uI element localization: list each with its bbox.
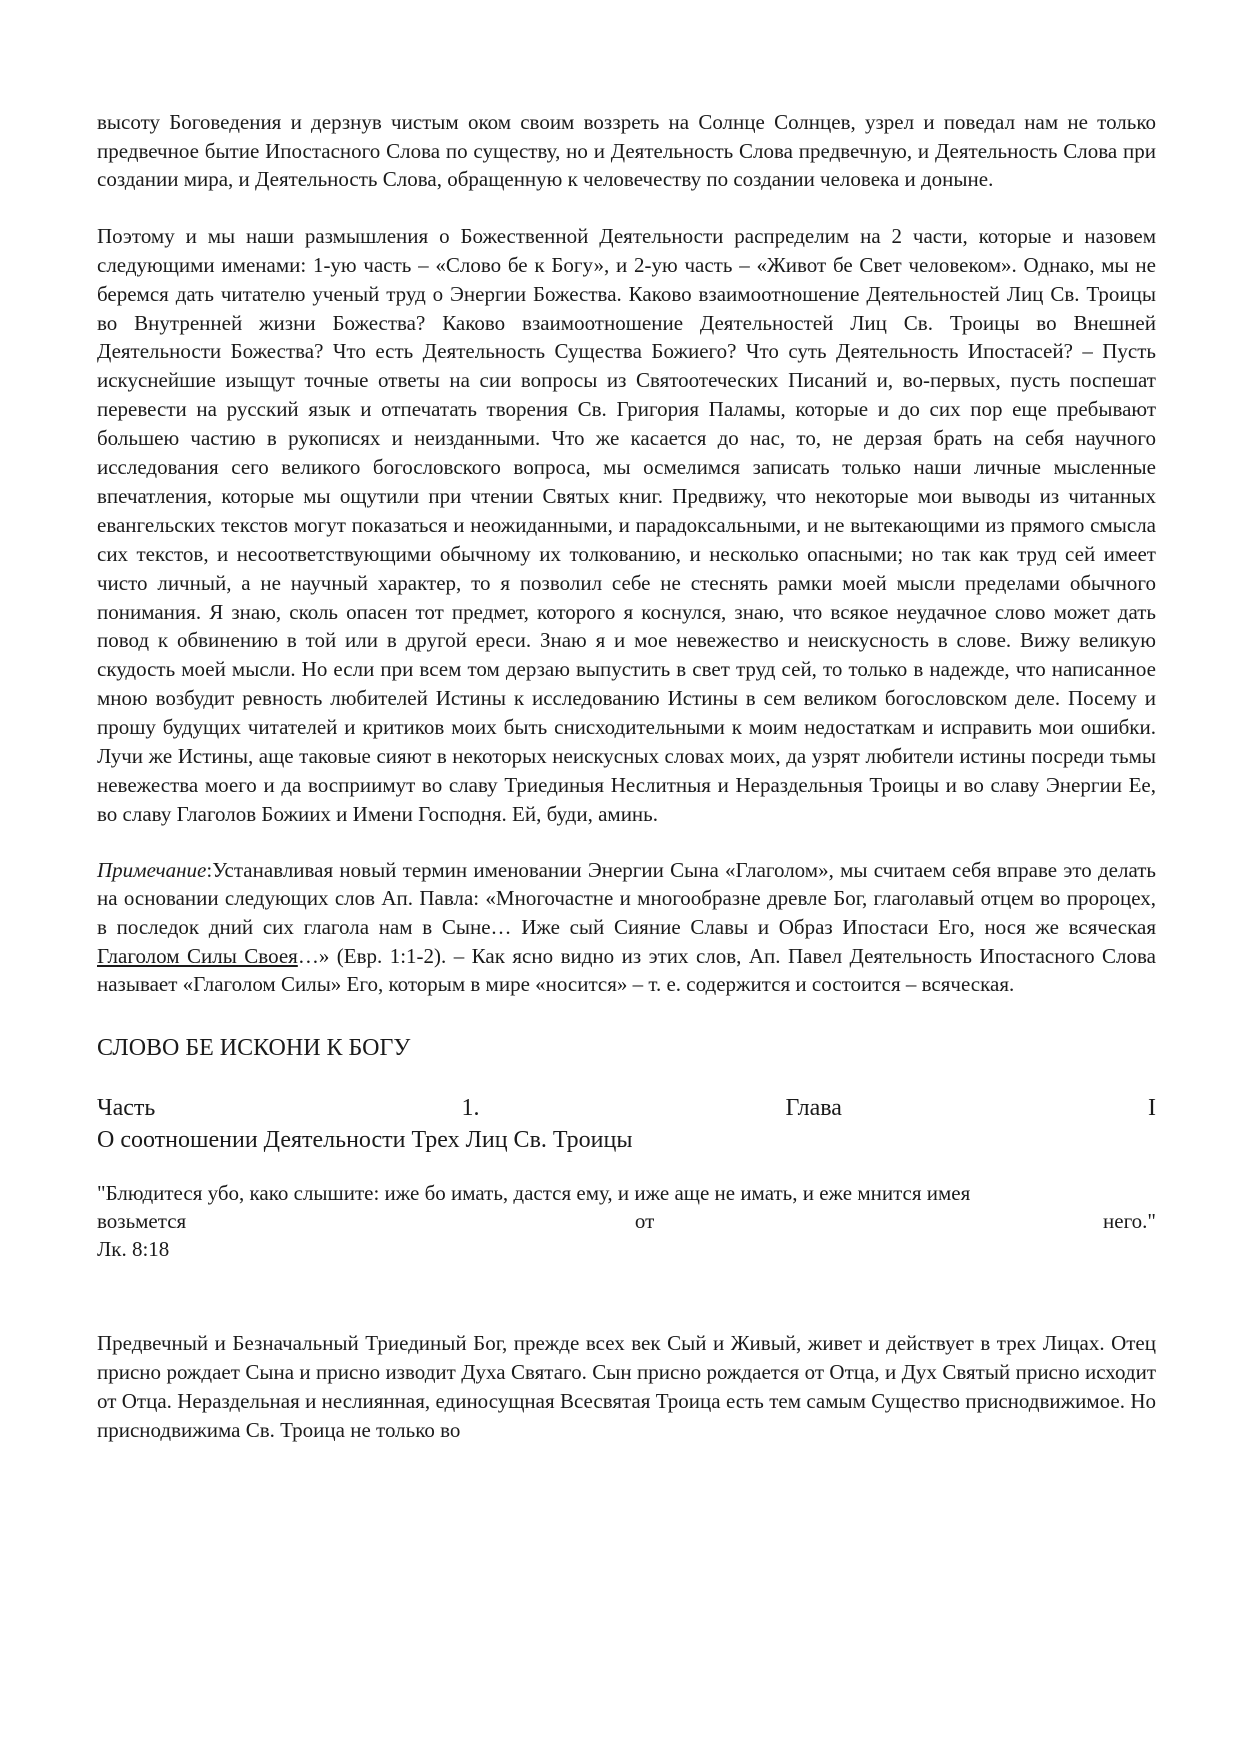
section-title: СЛОВО БЕ ИСКОНИ К БОГУ xyxy=(97,1034,411,1061)
note-underlined-quote: Глаголом Силы Своея xyxy=(97,943,298,968)
chapter-number: I xyxy=(1148,1094,1156,1121)
part-number: 1. xyxy=(461,1094,480,1121)
note-label: Примечание xyxy=(97,857,207,882)
part-chapter-row xyxy=(97,1093,1156,1123)
epigraph-justified-line xyxy=(97,1207,1156,1235)
paragraph-author-preface: Поэтому и мы наши размышления о Божественной Деятельности распределим на 2 части, которые и назовем следующими именами: 1-ую часть – «Слово бе к Богу», и 2-ую часть – «Живот бе Свет человеком». Однако, мы не беремся дать читателю ученый труд о Энергии Божества. Каково взаимоотношение Деятельностей Лиц Св. Троицы во Внутренней жизни Божества? Каково взаимоотношение Деятельностей Лиц Св. Троицы во Внешней Деятельности Божества? Что есть Деятельность Существа Божиего? Что суть Деятельность Ипостасей? – Пусть искуснейшие изыщут точные ответы на сии вопросы из Святоотеческих Писаний и, во-первых, пусть поспешат перевести на русский язык и отпечатать творения Св. Григория Паламы, которые и до сих пор еще пребывают большею частию в рукописях и неизданными. Что же касается до нас, то, не дерзая брать на себя научного исследования сего великого богословского вопроса, мы осмелимся записать только наши личные мысленные впечатления, которые мы ощутили при чтении Святых книг. Предвижу, что некоторые мои выводы из читанных евангельских текстов могут показаться и неожиданными, и парадоксальными, и не вытекающими из прямого смысла сих текстов, и несоответствующими обычному их толкованию, и несколько опасными; но так как труд сей имеет чисто личный, а не научный характер, то я позволил себе не стеснять рамки моей мысли пределами обычного понимания. Я знаю, сколь опасен тот предмет, которого я коснулся, знаю, что всякое неудачное слово может дать повод к обвинению в той или в другой ереси. Знаю я и мое невежество и неискусность в слове. Вижу великую скудость моей мысли. Но если при всем том дерзаю выпустить в свет труд сей, то только в надежде, что написанное мною возбудит ревность любителей Истины к исследованию Истины в сем великом богословском деле. Посему и прошу будущих читателей и критиков моих быть снисходительными к моим недостаткам и исправить мои ошибки. Лучи же Истины, аще таковые сияют в некоторых неискусных словах моих, да узрят любители истины посреди тьмы невежества моего и да восприимут во славу Триединыя Неслитныя и Нераздельныя Троицы и во славу Энергии Ее, во славу Глаголов Божиих и Имени Господня. Ей, буди, аминь. xyxy=(97,223,1156,826)
part-label: Часть xyxy=(97,1094,156,1121)
chapter-title: О соотношении Деятельности Трех Лиц Св. Троицы xyxy=(97,1126,633,1153)
epigraph xyxy=(97,1179,1156,1263)
note-text-before: :Устанавливая новый термин именовании Энергии Сына «Глаголом», мы считаем себя вправе это делать на основании следующих слов Ап. Павла: «Многочастне и многообразне древле Бог, глаголавый отцем во пророцех, в последок дний сих глагола нам в Сыне… Иже сый Сияние Славы и Образ Ипостаси Его, нося же всяческая xyxy=(97,857,1156,939)
epigraph-word: него." xyxy=(1103,1208,1156,1233)
epigraph-word: от xyxy=(634,1208,655,1233)
paragraph-chapter-body: Предвечный и Безначальный Триединый Бог, прежде всех век Сый и Живый, живет и действует в трех Лицах. Отец присно рождает Сына и присно изводит Духа Святаго. Сын присно рождается от Отца, и Дух Святый присно исходит от Отца. Нераздельная и неслиянная, единосущная Всесвятая Троица есть тем самым Существо приснодвижимое. Но приснодвижима Св. Троица не только во xyxy=(97,1330,1156,1442)
chapter-label: Глава xyxy=(785,1094,842,1121)
note-text-after: …» (Евр. 1:1-2). – Как ясно видно из этих слов, Ап. Павел Деятельность Ипостасного Слова называет «Глаголом Силы» Его, которым в мире «носится» – т. е. содержится и состоится – всяческая. xyxy=(97,943,1156,997)
epigraph-reference: Лк. 8:18 xyxy=(97,1236,170,1261)
epigraph-word: возьмется xyxy=(97,1208,187,1233)
note-paragraph xyxy=(97,856,1156,999)
paragraph-intro-continuation: высоту Боговедения и дерзнув чистым оком своим воззреть на Солнце Солнцев, узрел и поведал нам не только предвечное бытие Ипостасного Слова по существу, но и Деятельность Слова предвечную, и Деятельность Слова при создании мира, и Деятельность Слова, обращенную к человечеству по создании человека и доныне. xyxy=(97,110,1156,192)
epigraph-line: "Блюдитеся убо, како слышите: иже бо имать, дастся ему, и иже аще не имать, и еже мнится имея xyxy=(97,1180,971,1205)
